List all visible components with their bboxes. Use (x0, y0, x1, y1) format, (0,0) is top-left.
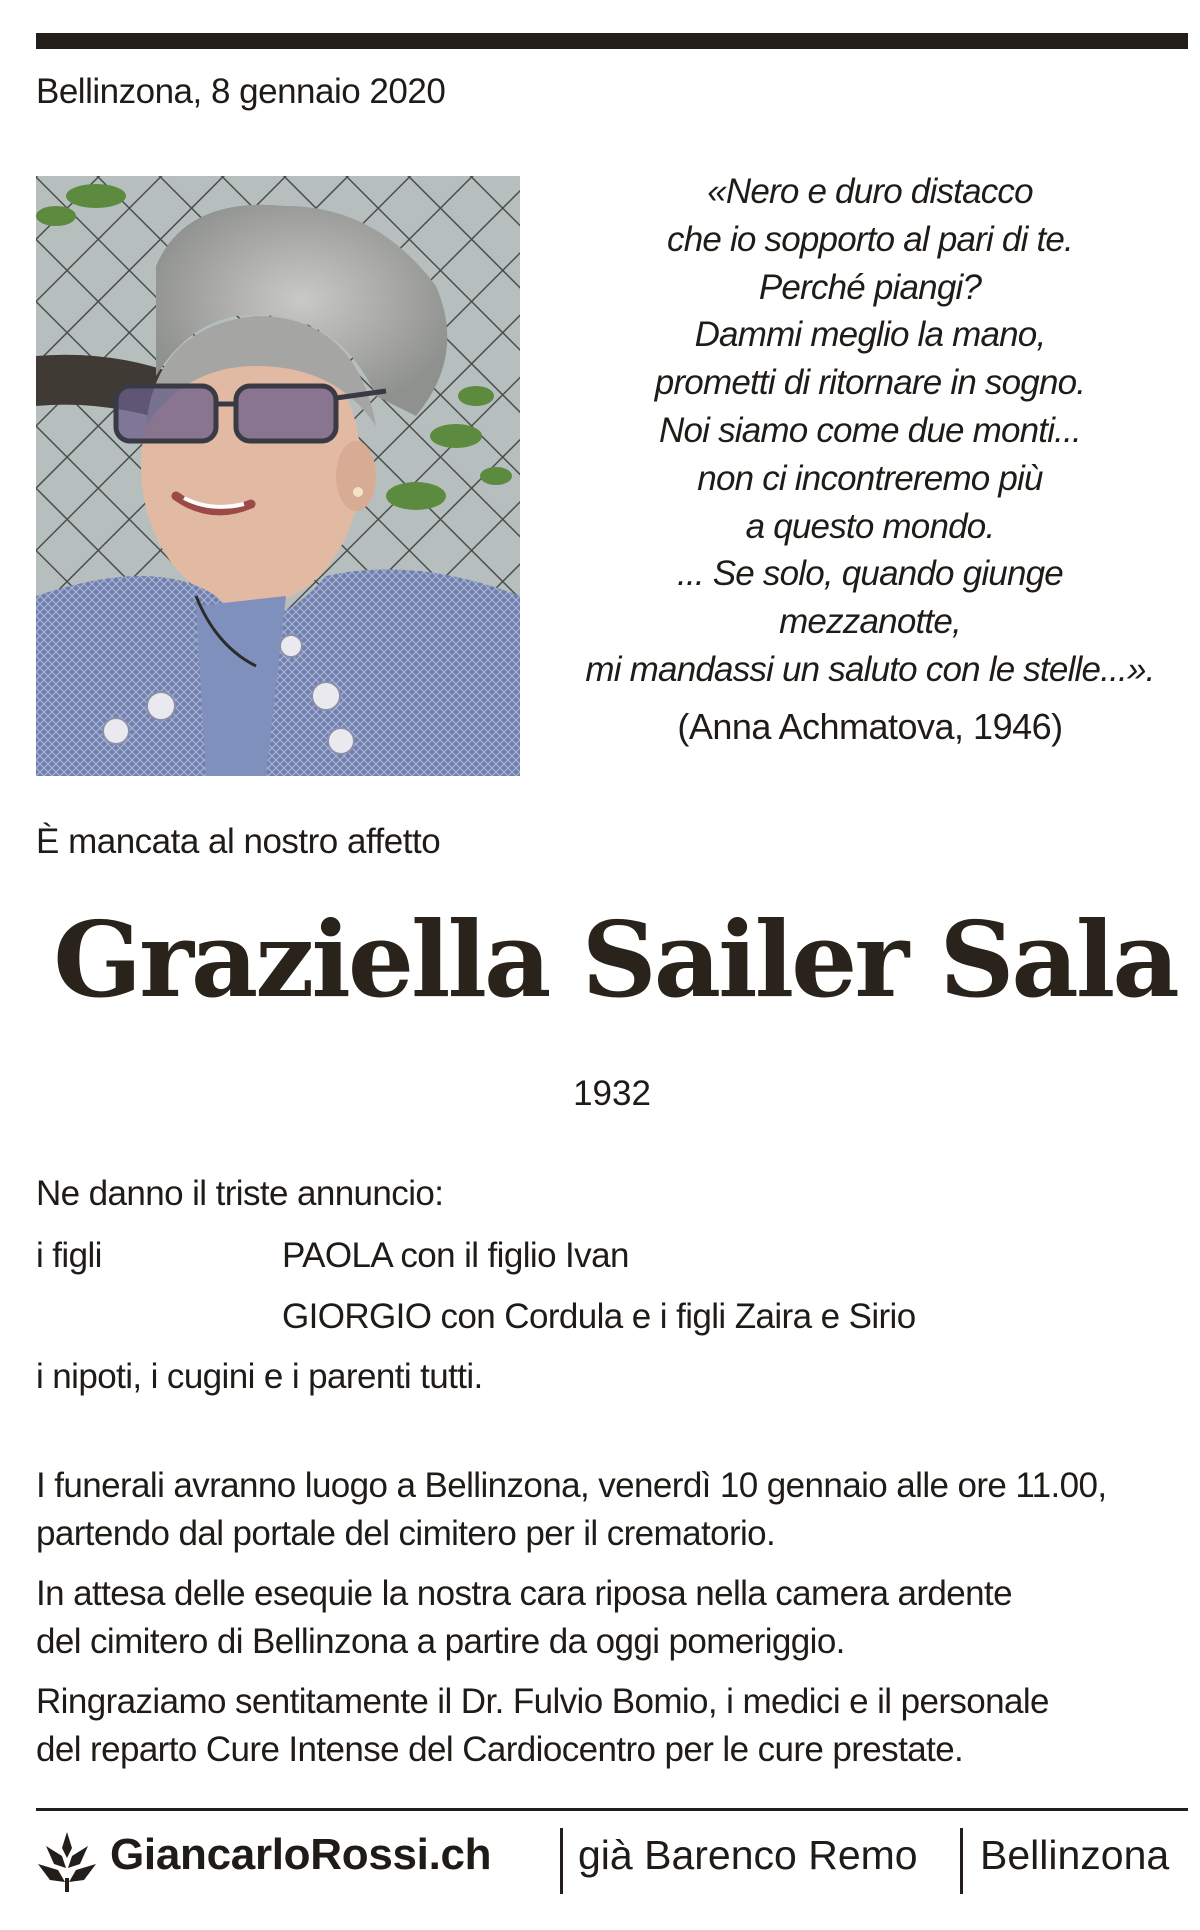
funeral-home-brand: GiancarloRossi.ch (110, 1830, 492, 1879)
paragraph-line: del reparto Cure Intense del Cardiocentro per le cure prestate. (36, 1730, 964, 1769)
paragraph-line: I funerali avranno luogo a Bellinzona, venerdì 10 gennaio alle ore 11.00, (36, 1466, 1107, 1505)
poem-line: prometti di ritornare in sogno. (654, 363, 1086, 403)
funeral-paragraph (36, 1462, 1186, 1558)
bottom-rule (36, 1808, 1188, 1811)
funeral-home-city: Bellinzona (980, 1832, 1170, 1878)
poem-line: Noi siamo come due monti... (659, 410, 1081, 450)
poem-line: a questo mondo. (745, 506, 995, 546)
paragraph-line: Ringraziamo sentitamente il Dr. Fulvio Bomio, i medici e il personale (36, 1682, 1049, 1721)
wake-paragraph (36, 1570, 1186, 1666)
poem-line: Dammi meglio la mano, (694, 315, 1046, 355)
family-member: PAOLA con il figlio Ivan (282, 1236, 629, 1275)
poem-line: Perché piangi? (758, 267, 982, 307)
thanks-paragraph (36, 1678, 1186, 1774)
other-relatives: i nipoti, i cugini e i parenti tutti. (36, 1357, 483, 1396)
poem-line: mi mandassi un saluto con le stelle...». (585, 649, 1155, 689)
funeral-home-footer (36, 1822, 1196, 1902)
poem-attribution: (Anna Achmatova, 1946) (677, 706, 1063, 747)
poem-line: che io sopporto al pari di te. (667, 219, 1073, 259)
footer-separator (960, 1828, 963, 1894)
family-member: GIORGIO con Cordula e i figli Zaira e Sirio (282, 1297, 916, 1336)
announce-label: Ne danno il triste annuncio: (36, 1174, 444, 1213)
paragraph-line: partendo dal portale del cimitero per il crematorio. (36, 1514, 776, 1553)
memorial-poem (540, 168, 1200, 694)
paragraph-line: In attesa delle esequie la nostra cara riposa nella camera ardente (36, 1574, 1013, 1613)
poem-line: ... Se solo, quando giunge (677, 554, 1063, 594)
intro-line: È mancata al nostro affetto (36, 822, 441, 861)
footer-separator (560, 1828, 563, 1894)
portrait-photo (36, 176, 520, 776)
birth-year: 1932 (573, 1074, 651, 1113)
deceased-name: Graziella Sailer Sala (53, 898, 1177, 1021)
date-line: Bellinzona, 8 gennaio 2020 (36, 72, 446, 111)
children-label: i figli (36, 1236, 102, 1275)
predecessor-name: già Barenco Remo (578, 1832, 918, 1878)
poem-line: non ci incontreremo più (697, 458, 1043, 498)
poem-line: mezzanotte, (779, 602, 961, 642)
top-rule (36, 33, 1188, 49)
paragraph-line: del cimitero di Bellinzona a partire da oggi pomeriggio. (36, 1622, 845, 1661)
poem-line: «Nero e duro distacco (707, 172, 1033, 211)
leaf-emblem-icon (36, 1828, 98, 1894)
